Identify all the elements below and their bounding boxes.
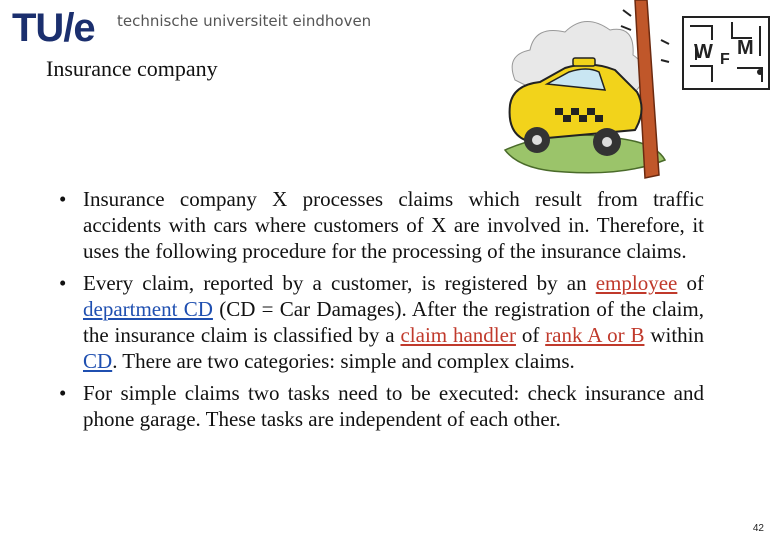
text-segment: of — [677, 271, 704, 295]
svg-text:F: F — [720, 51, 730, 68]
text-segment: Every claim, reported by a customer, is registered by an — [83, 271, 596, 295]
bullet-text — [83, 271, 704, 373]
bullet-text — [83, 381, 704, 431]
bullet-item — [54, 186, 704, 264]
slide-body — [54, 186, 704, 438]
text-segment: . There are two categories: simple and complex claims. — [112, 349, 575, 373]
wfm-logo — [682, 16, 770, 90]
text-segment: (CD = Car Damages). After the registration of the claim, the insurance claim is classified by a — [83, 297, 704, 347]
tue-logo-mark: TU/e — [12, 6, 95, 50]
bullet-dot: • — [59, 187, 67, 211]
bullet-text — [83, 187, 704, 263]
taxi-crash-illustration — [495, 0, 670, 180]
bullet-dot: • — [59, 381, 67, 405]
role-term: claim handler — [400, 323, 516, 347]
svg-text:M: M — [737, 37, 754, 59]
university-name: technische universiteit eindhoven — [117, 12, 372, 30]
bullet-item — [54, 380, 704, 432]
department-term: CD — [83, 349, 113, 373]
role-term: employee — [595, 271, 678, 295]
bullet-item — [54, 270, 704, 374]
role-term: rank A or B — [545, 323, 645, 347]
bullet-dot: • — [59, 271, 67, 295]
svg-text:W: W — [694, 41, 713, 63]
text-segment: of — [515, 323, 546, 347]
text-segment: within — [644, 323, 704, 347]
text-segment: For simple claims two tasks need to be executed: check insurance and phone garage. These tasks are independent of each other. — [83, 381, 704, 431]
page-title: Insurance company — [46, 56, 218, 81]
page-number: 42 — [752, 523, 764, 534]
department-term: department CD — [83, 297, 213, 321]
text-segment: Insurance company X processes claims which result from traffic accidents with cars where customers of X are involved in. Therefore, it uses the following procedure for the processing of the insurance claims. — [83, 187, 704, 263]
